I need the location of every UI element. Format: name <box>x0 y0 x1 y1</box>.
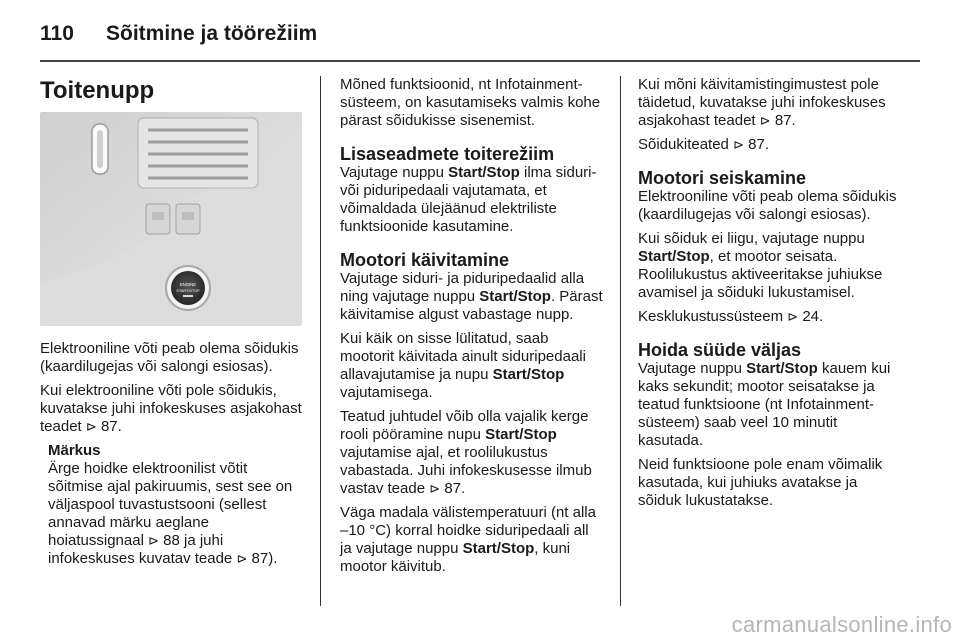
chapter-title: Sõitmine ja töörežiim <box>106 22 318 45</box>
paragraph-steering: Teatud juhtudel võib olla vajalik kerge rooli pööramine nupu Start/Stop vajutamise ajal, et roolilukustus vabastada. Juhi infokeskusesse ilmub vastav teade ⊳ 87. <box>340 408 592 497</box>
subsection-retained-power: Hoida süüde väljas <box>638 340 802 360</box>
subsection-accessory-power: Lisaseadmete toiterežiim <box>340 144 555 164</box>
paragraph-vehicle-messages: Sõidukiteated ⊳ 87. <box>638 136 770 153</box>
column-1 <box>40 76 304 574</box>
paragraph-start: Vajutage siduri- ja piduripedaalid alla ning vajutage nuppu Start/Stop. Pärast käivitamise algust vabastage nupp. <box>340 270 603 323</box>
note-title: Märkus <box>48 442 101 459</box>
paragraph-retain: Vajutage nuppu Start/Stop kauem kui kaks sekundit; mootor seisatakse ja teatud funktsioone (nt Infotainment-süsteem) saab veel 10 minutit kasutada. <box>638 360 891 449</box>
button-label-startstop: START/STOP <box>176 289 200 293</box>
page-header <box>40 22 317 52</box>
page-ref-arrow-icon: ⊳ <box>236 551 248 566</box>
power-button-figure <box>40 112 302 326</box>
paragraph-conditions: Kui mõni käivitamistingimustest pole täidetud, kuvatakse juhi infokeskuses asjakohast teadet ⊳ 87. <box>638 76 886 129</box>
column-divider-2 <box>620 76 621 606</box>
subsection-engine-stop: Mootori seiskamine <box>638 168 807 188</box>
paragraph-stop: Kui sõiduk ei liigu, vajutage nuppu Start/Stop, et mootor seisata. Roolilukustus aktiveeritakse juhiukse avamisel ja sõiduki lukustamisel. <box>638 230 883 301</box>
paragraph-intro: Mõned funktsioonid, nt Infotainment-süsteem, on kasutamiseks valmis kohe pärast sõidukisse sisenemist. <box>340 76 601 129</box>
paragraph-retain-off: Neid funktsioone pole enam võimalik kasutada, kui juhiuks avatakse ja sõiduk lukustatakse. <box>638 456 883 509</box>
page-number: 110 <box>40 22 74 45</box>
button-label-engine: ENGINE <box>179 282 197 287</box>
note-block <box>40 442 304 568</box>
page-ref-arrow-icon: ⊳ <box>429 481 441 496</box>
note-text: Ärge hoidke elektroonilist võtit sõitmise ajal pakiruumis, sest see on väljaspool tuvastustsooni (sellest annavad märku aeglane hoiatussignaal ⊳ 88 ja juhi infokeskuses kuvatav teade ⊳ 87). <box>48 460 293 567</box>
column-2 <box>340 76 604 582</box>
page-ref-arrow-icon: ⊳ <box>148 533 159 548</box>
paragraph-key-missing: Kui elektrooniline võti pole sõidukis, kuvatakse juhi infokeskuses asjakohast teadet ⊳ 87. <box>40 382 302 435</box>
column-divider-1 <box>320 76 321 606</box>
paragraph-accessory: Vajutage nuppu Start/Stop ilma siduri- või piduripedaali vajutamata, et võimaldada ülejäänud elektriliste funktsioonide kasutamine. <box>340 164 597 235</box>
subsection-engine-start: Mootori käivitamine <box>340 250 510 270</box>
section-title: Toitenupp <box>40 77 155 104</box>
paragraph-gear: Kui käik on sisse lülitatud, saab mootorit käivitada ainult siduripedaali allavajutamise ja nupu Start/Stop vajutamisega. <box>340 330 586 401</box>
paragraph-cold: Väga madala välistemperatuuri (nt alla –10 °C) korral hoidke siduripedaali all ja vajutage nuppu Start/Stop, kuni mootor käivitub. <box>340 504 596 575</box>
paragraph-stop-key: Elektrooniline võti peab olema sõidukis (kaardilugejas või salongi esiosas). <box>638 188 897 223</box>
air-vent <box>138 118 258 188</box>
paragraph-key-location: Elektrooniline võti peab olema sõidukis (kaardilugejas või salongi esiosas). <box>40 340 299 375</box>
dashboard-illustration <box>40 112 302 326</box>
page-ref-arrow-icon: ⊳ <box>733 137 744 152</box>
paragraph-central-locking: Kesklukustussüsteem ⊳ 24. <box>638 308 824 325</box>
header-divider <box>40 60 920 62</box>
page-ref-arrow-icon: ⊳ <box>85 419 97 434</box>
column-3 <box>638 76 902 516</box>
page-ref-arrow-icon: ⊳ <box>787 309 799 324</box>
watermark: carmanualsonline.info <box>731 612 952 637</box>
page-ref-arrow-icon: ⊳ <box>759 113 771 128</box>
